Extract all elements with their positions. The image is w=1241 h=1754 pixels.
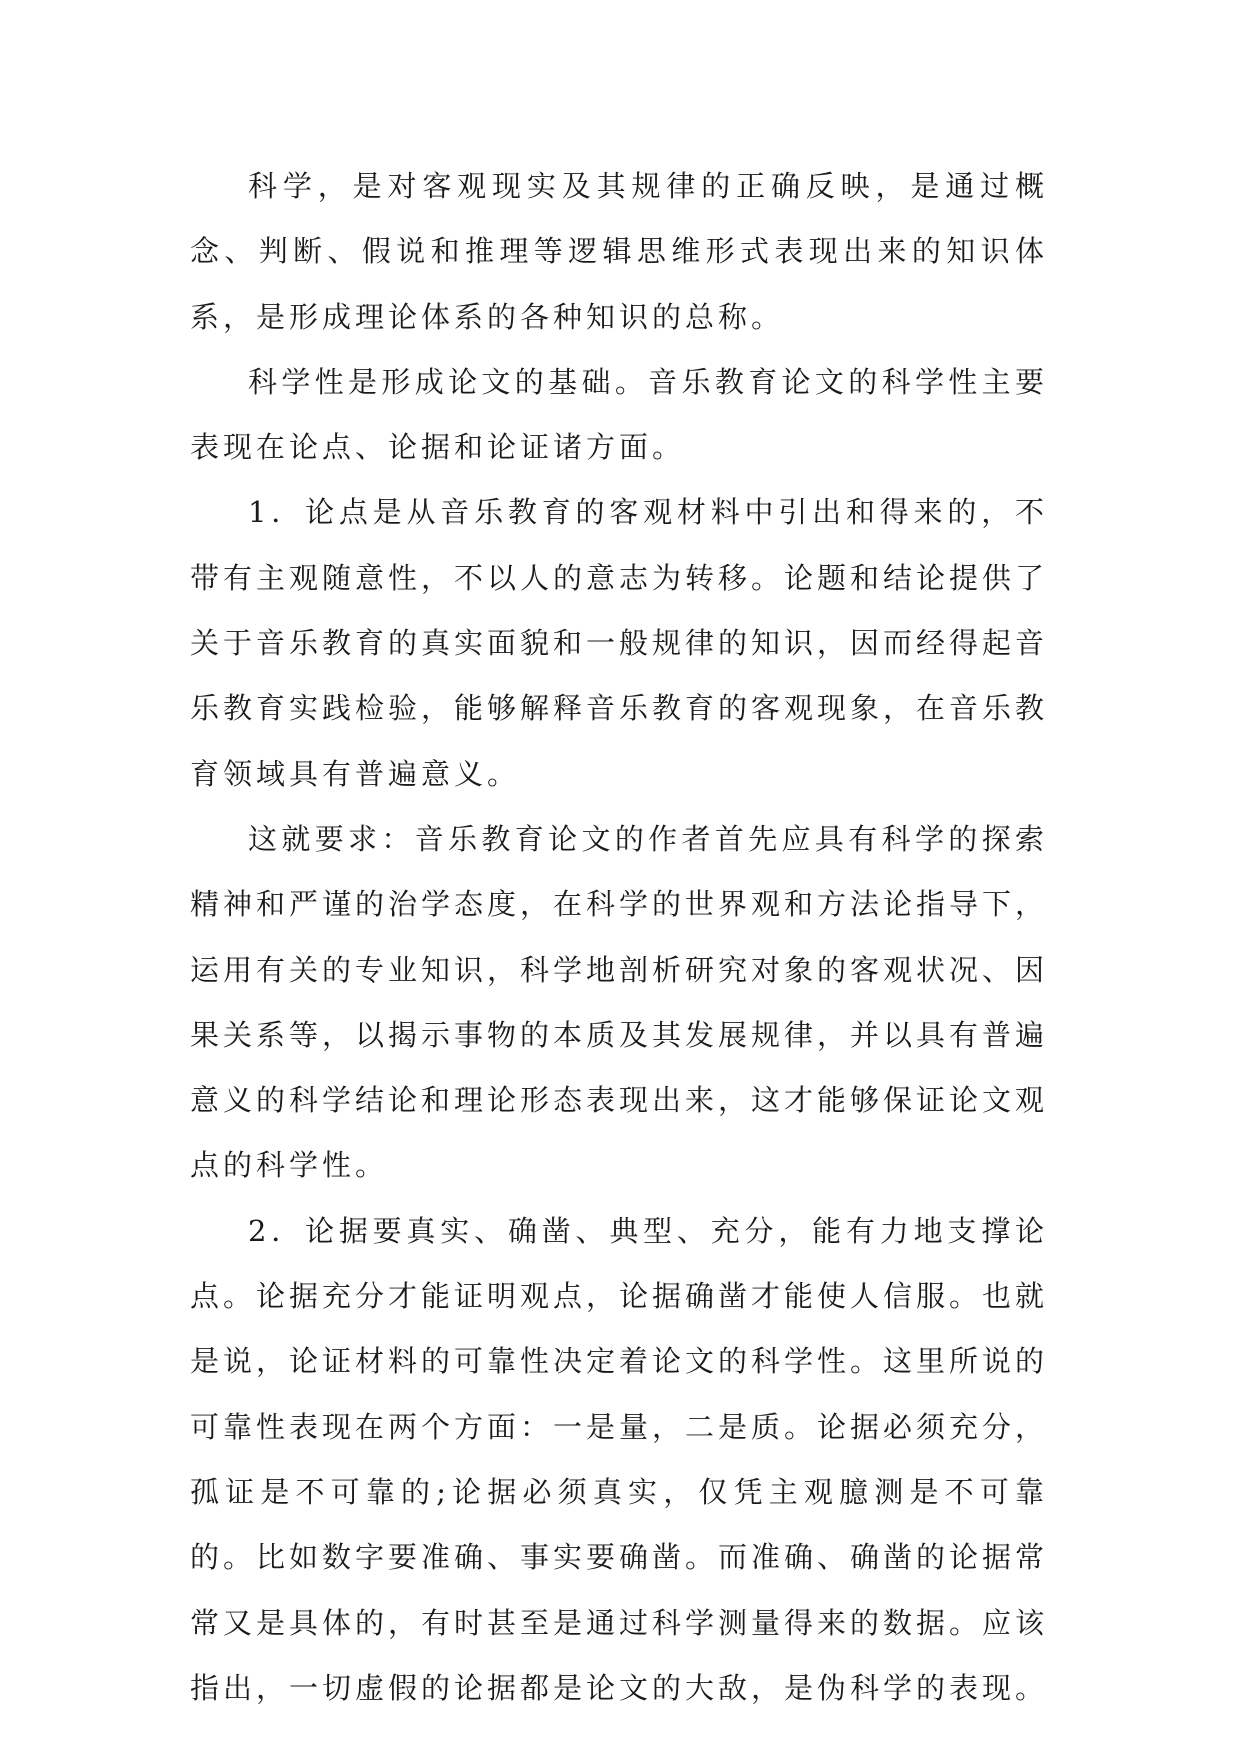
paragraph-point-one: 1．论点是从音乐教育的客观材料中引出和得来的，不带有主观随意性，不以人的意志为转移。论题和结论提供了关于音乐教育的真实面貌和一般规律的知识，因而经得起音乐教育实践检验，能够解释音乐教育的客观现象，在音乐教育领域具有普遍意义。	[190, 495, 1049, 791]
paragraph-science-definition: 科学，是对客观现实及其规律的正确反映，是通过概念、判断、假说和推理等逻辑思维形式表现出来的知识体系，是形成理论体系的各种知识的总称。	[190, 169, 1048, 334]
document-body	[190, 154, 1048, 1721]
paragraph-point-two: 2．论据要真实、确凿、典型、充分，能有力地支撑论点。论据充分才能证明观点，论据确凿才能使人信服。也就是说，论证材料的可靠性决定着论文的科学性。这里所说的可靠性表现在两个方面：一是量，二是质。论据必须充分，孤证是不可靠的;论据必须真实，仅凭主观臆测是不可靠的。比如数字要准确、事实要确凿。而准确、确凿的论据常常又是具体的，有时甚至是通过科学测量得来的数据。应该指出，一切虚假的论据都是论文的大敌，是伪科学的表现。	[190, 1213, 1049, 1705]
paragraph-requirements: 这就要求：音乐教育论文的作者首先应具有科学的探索精神和严谨的治学态度，在科学的世界观和方法论指导下，运用有关的专业知识，科学地剖析研究对象的客观状况、因果关系等，以揭示事物的本质及其发展规律，并以具有普遍意义的科学结论和理论形态表现出来，这才能够保证论文观点的科学性。	[190, 821, 1049, 1183]
paragraph-scientific-basis: 科学性是形成论文的基础。音乐教育论文的科学性主要表现在论点、论据和论证诸方面。	[190, 364, 1048, 465]
